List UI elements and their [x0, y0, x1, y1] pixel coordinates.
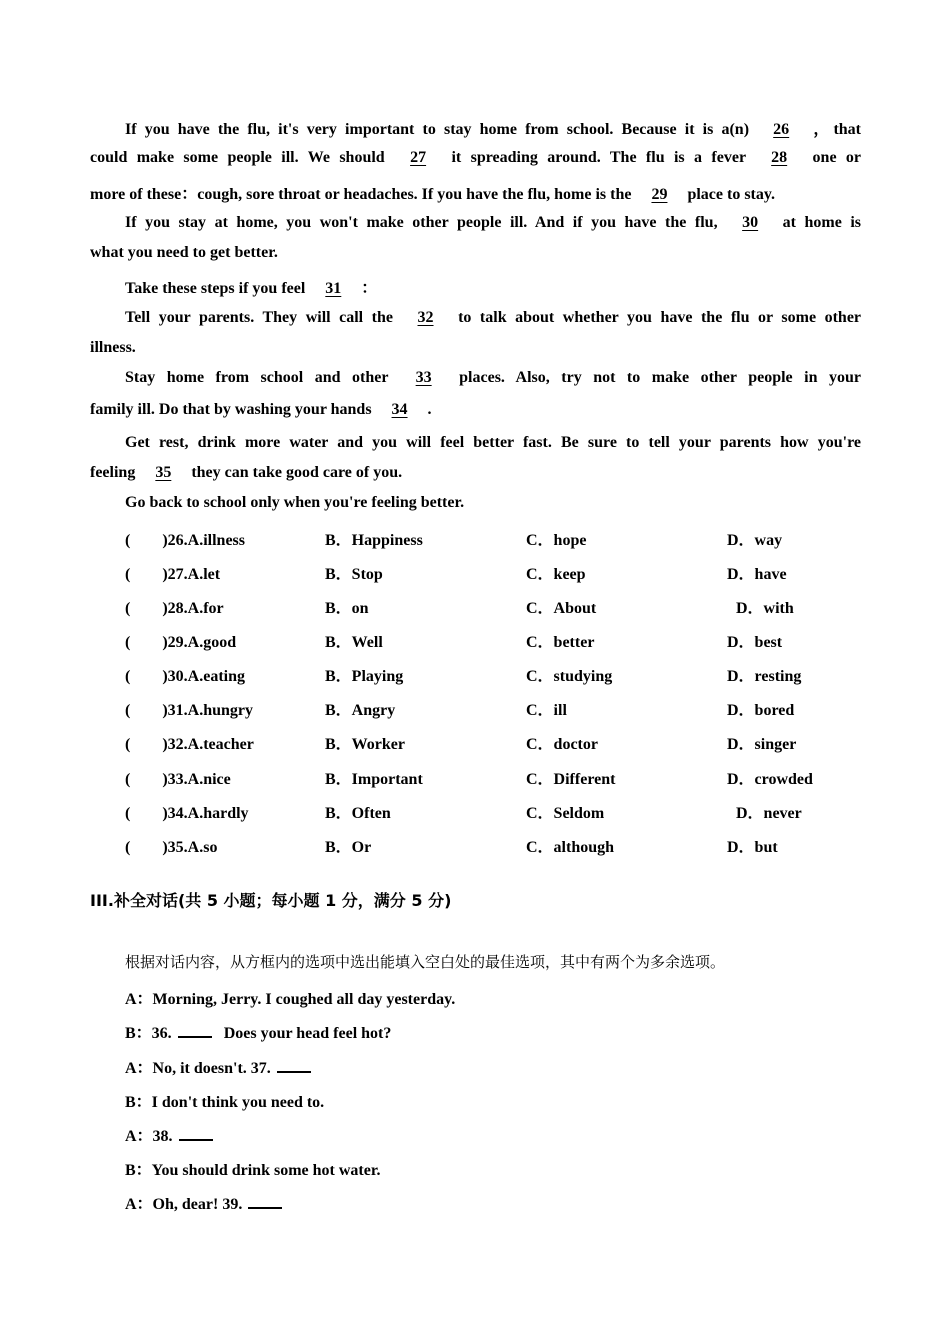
dialogue-line: A：Morning, Jerry. I coughed all day yesterday.: [125, 991, 456, 1008]
blank-29: 29: [651, 186, 668, 203]
section-title: III.补全对话(共 5 小题；每小题 1 分，满分 5 分): [90, 891, 452, 910]
dialogue-line: B：36. Does your head feel hot?: [125, 1020, 391, 1043]
blank-35: 35: [155, 464, 172, 481]
option-b[interactable]: B．Often: [325, 805, 391, 822]
passage-line: Get rest, drink more water and you will feel better fast. Be sure to tell your parents how you're: [125, 434, 861, 451]
option-c[interactable]: C．About: [526, 600, 597, 617]
option-row: [125, 595, 885, 617]
option-c[interactable]: C．doctor: [526, 736, 598, 753]
passage-line: Go back to school only when you're feeling better.: [125, 494, 465, 511]
passage-line: If you stay at home, you won't make other people ill. And if you have the flu, 30 at home is: [125, 214, 862, 231]
blank-30: 30: [742, 214, 759, 231]
option-b[interactable]: B．Stop: [325, 566, 383, 583]
option-b[interactable]: B．Happiness: [325, 532, 423, 549]
option-row: [125, 731, 885, 753]
option-row: [125, 800, 885, 822]
passage-line: illness.: [90, 339, 136, 356]
option-d[interactable]: D．have: [727, 566, 787, 583]
section-instruction: 根据对话内容，从方框内的选项中选出能填入空白处的最佳选项，其中有两个为多余选项。: [125, 953, 726, 971]
passage-line: feeling 35 they can take good care of you.: [90, 464, 403, 481]
option-c[interactable]: C．Seldom: [526, 805, 605, 822]
question-number[interactable]: ( )31.A.hungry: [125, 702, 254, 719]
option-d[interactable]: D．best: [727, 634, 783, 651]
option-row: [125, 663, 885, 685]
option-row: [125, 527, 885, 549]
passage-line: Stay home from school and other 33 places. Also, try not to make other people in your: [125, 369, 861, 386]
answer-blank-37[interactable]: [277, 1057, 311, 1073]
option-b[interactable]: B．Well: [325, 634, 383, 651]
question-number[interactable]: ( )29.A.good: [125, 634, 237, 651]
option-d[interactable]: D．never: [736, 805, 802, 822]
passage-line: If you have the flu, it's very important to stay home from school. Because it is a(n) 26 ，that: [125, 121, 862, 138]
option-c[interactable]: C．although: [526, 839, 615, 856]
blank-26: 26: [773, 121, 790, 138]
option-c[interactable]: C．studying: [526, 668, 613, 685]
option-d[interactable]: D．way: [727, 532, 783, 549]
option-b[interactable]: B．Playing: [325, 668, 404, 685]
answer-blank-39[interactable]: [248, 1193, 282, 1209]
passage-line: could make some people ill. We should 27 it spreading around. The flu is a fever 28 one or: [90, 149, 862, 166]
blank-28: 28: [771, 149, 788, 166]
option-c[interactable]: C．better: [526, 634, 595, 651]
question-number[interactable]: ( )32.A.teacher: [125, 736, 254, 753]
question-number[interactable]: ( )30.A.eating: [125, 668, 245, 685]
option-row: [125, 697, 885, 719]
question-number[interactable]: ( )27.A.let: [125, 566, 221, 583]
option-c[interactable]: C．keep: [526, 566, 586, 583]
question-number[interactable]: ( )33.A.nice: [125, 771, 231, 788]
option-row: [125, 629, 885, 651]
option-b[interactable]: B．Or: [325, 839, 372, 856]
question-number[interactable]: ( )35.A.so: [125, 839, 218, 856]
option-d[interactable]: D．singer: [727, 736, 797, 753]
dialogue-line: A：Oh, dear! 39.: [125, 1191, 282, 1214]
answer-blank-36[interactable]: [178, 1022, 212, 1038]
option-d[interactable]: D．crowded: [727, 771, 813, 788]
option-b[interactable]: B．Angry: [325, 702, 396, 719]
dialogue-line: A：No, it doesn't. 37.: [125, 1055, 311, 1078]
dialogue-line: B：You should drink some hot water.: [125, 1162, 381, 1179]
option-d[interactable]: D．with: [736, 600, 794, 617]
question-number[interactable]: ( )34.A.hardly: [125, 805, 249, 822]
passage-line: Tell your parents. They will call the 32 to talk about whether you have the flu or some other: [125, 309, 862, 326]
option-c[interactable]: C．Different: [526, 771, 616, 788]
passage-line: family ill. Do that by washing your hands 34 .: [90, 401, 432, 418]
option-b[interactable]: B．Important: [325, 771, 423, 788]
blank-32: 32: [417, 309, 434, 326]
passage-line: Take these steps if you feel 31 ：: [125, 280, 378, 297]
option-row: [125, 766, 885, 788]
passage-line: more of these：cough, sore throat or headaches. If you have the flu, home is the 29 place to stay.: [90, 186, 775, 203]
dialogue-line: B：I don't think you need to.: [125, 1094, 325, 1111]
option-c[interactable]: C．ill: [526, 702, 567, 719]
dialogue-line: A：38.: [125, 1123, 213, 1146]
question-number[interactable]: ( )26.A.illness: [125, 532, 246, 549]
blank-31: 31: [325, 280, 342, 297]
question-number[interactable]: ( )28.A.for: [125, 600, 224, 617]
option-row: [125, 561, 885, 583]
blank-27: 27: [410, 149, 427, 166]
passage-line: what you need to get better.: [90, 244, 278, 261]
option-d[interactable]: D．but: [727, 839, 778, 856]
option-b[interactable]: B．on: [325, 600, 369, 617]
blank-34: 34: [391, 401, 408, 418]
option-b[interactable]: B．Worker: [325, 736, 405, 753]
blank-33: 33: [415, 369, 432, 386]
option-d[interactable]: D．resting: [727, 668, 802, 685]
option-row: [125, 834, 885, 856]
option-c[interactable]: C．hope: [526, 532, 587, 549]
option-d[interactable]: D．bored: [727, 702, 795, 719]
answer-blank-38[interactable]: [179, 1125, 213, 1141]
